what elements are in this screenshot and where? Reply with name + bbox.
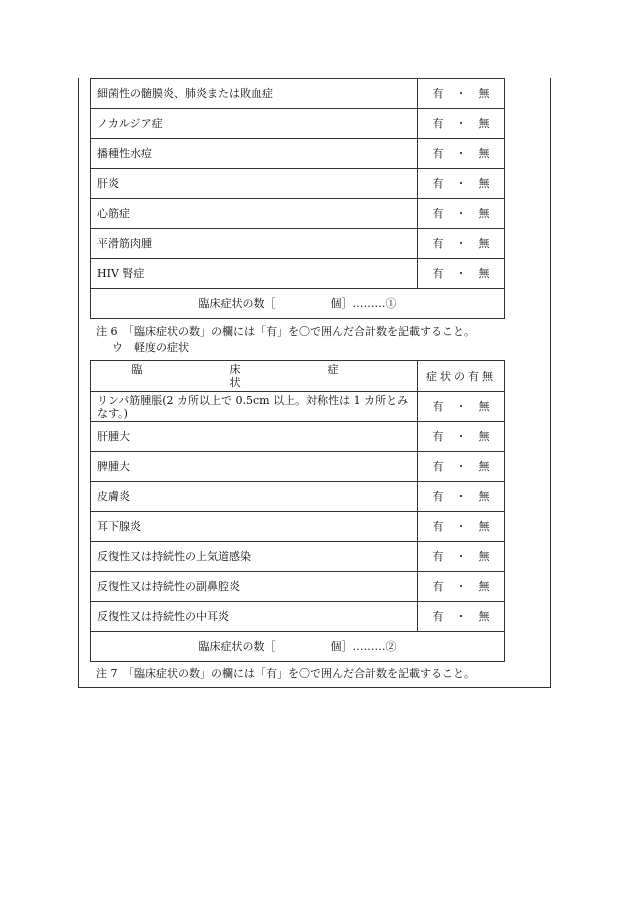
table-row bbox=[91, 169, 505, 199]
choice-no[interactable]: 無 bbox=[478, 207, 490, 220]
presence-choice[interactable] bbox=[418, 259, 505, 289]
table-row bbox=[91, 482, 505, 512]
choice-separator: ・ bbox=[455, 430, 467, 443]
note-7: 注 7 「臨床症状の数」の欄には「有」を〇で囲んだ合計数を記載すること。 bbox=[96, 667, 475, 680]
table-row bbox=[91, 422, 505, 452]
choice-no[interactable]: 無 bbox=[478, 400, 490, 413]
table-mild-symptoms bbox=[90, 360, 505, 662]
note-6: 注 6 「臨床症状の数」の欄には「有」を〇で囲んだ合計数を記載すること。 bbox=[96, 325, 475, 338]
choice-no[interactable]: 無 bbox=[478, 117, 490, 130]
presence-choice[interactable] bbox=[418, 512, 505, 542]
symptom-label: 脾腫大 bbox=[91, 452, 418, 482]
choice-yes[interactable]: 有 bbox=[432, 237, 444, 250]
clinical-symptom-count[interactable]: 臨床症状の数［ 個］………① bbox=[91, 289, 505, 319]
table-row bbox=[91, 79, 505, 109]
choice-separator: ・ bbox=[455, 267, 467, 280]
table-row bbox=[91, 199, 505, 229]
table-row bbox=[91, 229, 505, 259]
choice-separator: ・ bbox=[455, 580, 467, 593]
symptom-label: 心筋症 bbox=[91, 199, 418, 229]
presence-choice[interactable] bbox=[418, 139, 505, 169]
choice-no[interactable]: 無 bbox=[478, 550, 490, 563]
clinical-symptom-count[interactable]: 臨床症状の数［ 個］………② bbox=[91, 632, 505, 662]
table-row bbox=[91, 109, 505, 139]
choice-separator: ・ bbox=[455, 460, 467, 473]
choice-yes[interactable]: 有 bbox=[432, 580, 444, 593]
choice-yes[interactable]: 有 bbox=[432, 177, 444, 190]
choice-yes[interactable]: 有 bbox=[432, 550, 444, 563]
table-row bbox=[91, 452, 505, 482]
presence-choice[interactable] bbox=[418, 602, 505, 632]
symptom-label: 反復性又は持続性の副鼻腔炎 bbox=[91, 572, 418, 602]
header-clinical-symptom: 臨 床 症 状 bbox=[91, 361, 418, 392]
choice-yes[interactable]: 有 bbox=[432, 400, 444, 413]
presence-choice[interactable] bbox=[418, 199, 505, 229]
presence-choice[interactable] bbox=[418, 79, 505, 109]
header-symptom-presence: 症状の有無 bbox=[418, 361, 505, 392]
symptom-label: 反復性又は持続性の中耳炎 bbox=[91, 602, 418, 632]
presence-choice[interactable] bbox=[418, 452, 505, 482]
choice-no[interactable]: 無 bbox=[478, 610, 490, 623]
presence-choice[interactable] bbox=[418, 482, 505, 512]
choice-separator: ・ bbox=[455, 520, 467, 533]
symptom-label: ノカルジア症 bbox=[91, 109, 418, 139]
choice-separator: ・ bbox=[455, 117, 467, 130]
symptom-label: 耳下腺炎 bbox=[91, 512, 418, 542]
presence-choice[interactable] bbox=[418, 169, 505, 199]
choice-no[interactable]: 無 bbox=[478, 430, 490, 443]
symptom-label: 細菌性の髄膜炎、肺炎または敗血症 bbox=[91, 79, 418, 109]
symptom-label: 播種性水痘 bbox=[91, 139, 418, 169]
choice-yes[interactable]: 有 bbox=[432, 430, 444, 443]
choice-yes[interactable]: 有 bbox=[432, 520, 444, 533]
choice-no[interactable]: 無 bbox=[478, 580, 490, 593]
presence-choice[interactable] bbox=[418, 542, 505, 572]
choice-separator: ・ bbox=[455, 490, 467, 503]
symptom-label: 皮膚炎 bbox=[91, 482, 418, 512]
total-row bbox=[91, 289, 505, 319]
table-row bbox=[91, 542, 505, 572]
choice-separator: ・ bbox=[455, 237, 467, 250]
symptom-label: 反復性又は持続性の上気道感染 bbox=[91, 542, 418, 572]
choice-no[interactable]: 無 bbox=[478, 237, 490, 250]
choice-no[interactable]: 無 bbox=[478, 460, 490, 473]
table-header-row bbox=[91, 361, 505, 392]
choice-yes[interactable]: 有 bbox=[432, 117, 444, 130]
presence-choice[interactable] bbox=[418, 392, 505, 422]
choice-yes[interactable]: 有 bbox=[432, 490, 444, 503]
symptom-label: リンパ筋腫脹(2 カ所以上で 0.5cm 以上。対称性は 1 カ所とみなす。) bbox=[91, 392, 418, 422]
choice-separator: ・ bbox=[455, 87, 467, 100]
table-row bbox=[91, 602, 505, 632]
choice-yes[interactable]: 有 bbox=[432, 87, 444, 100]
symptom-label: 肝腫大 bbox=[91, 422, 418, 452]
presence-choice[interactable] bbox=[418, 422, 505, 452]
table-severe-symptoms bbox=[90, 78, 505, 319]
table-row bbox=[91, 512, 505, 542]
presence-choice[interactable] bbox=[418, 109, 505, 139]
table-row bbox=[91, 392, 505, 422]
presence-choice[interactable] bbox=[418, 572, 505, 602]
choice-no[interactable]: 無 bbox=[478, 490, 490, 503]
choice-separator: ・ bbox=[455, 207, 467, 220]
symptom-label: 平滑筋肉腫 bbox=[91, 229, 418, 259]
choice-separator: ・ bbox=[455, 400, 467, 413]
symptom-label: 肝炎 bbox=[91, 169, 418, 199]
total-row bbox=[91, 632, 505, 662]
choice-no[interactable]: 無 bbox=[478, 177, 490, 190]
choice-no[interactable]: 無 bbox=[478, 520, 490, 533]
choice-separator: ・ bbox=[455, 610, 467, 623]
presence-choice[interactable] bbox=[418, 229, 505, 259]
symptom-label: HIV 腎症 bbox=[91, 259, 418, 289]
choice-separator: ・ bbox=[455, 550, 467, 563]
choice-separator: ・ bbox=[455, 147, 467, 160]
choice-separator: ・ bbox=[455, 177, 467, 190]
choice-yes[interactable]: 有 bbox=[432, 207, 444, 220]
choice-no[interactable]: 無 bbox=[478, 147, 490, 160]
section-mild-symptoms: ウ 軽度の症状 bbox=[112, 341, 189, 354]
choice-no[interactable]: 無 bbox=[478, 267, 490, 280]
table-row bbox=[91, 572, 505, 602]
table-row bbox=[91, 259, 505, 289]
choice-yes[interactable]: 有 bbox=[432, 147, 444, 160]
choice-yes[interactable]: 有 bbox=[432, 610, 444, 623]
choice-no[interactable]: 無 bbox=[478, 87, 490, 100]
table-row bbox=[91, 139, 505, 169]
choice-yes[interactable]: 有 bbox=[432, 267, 444, 280]
choice-yes[interactable]: 有 bbox=[432, 460, 444, 473]
